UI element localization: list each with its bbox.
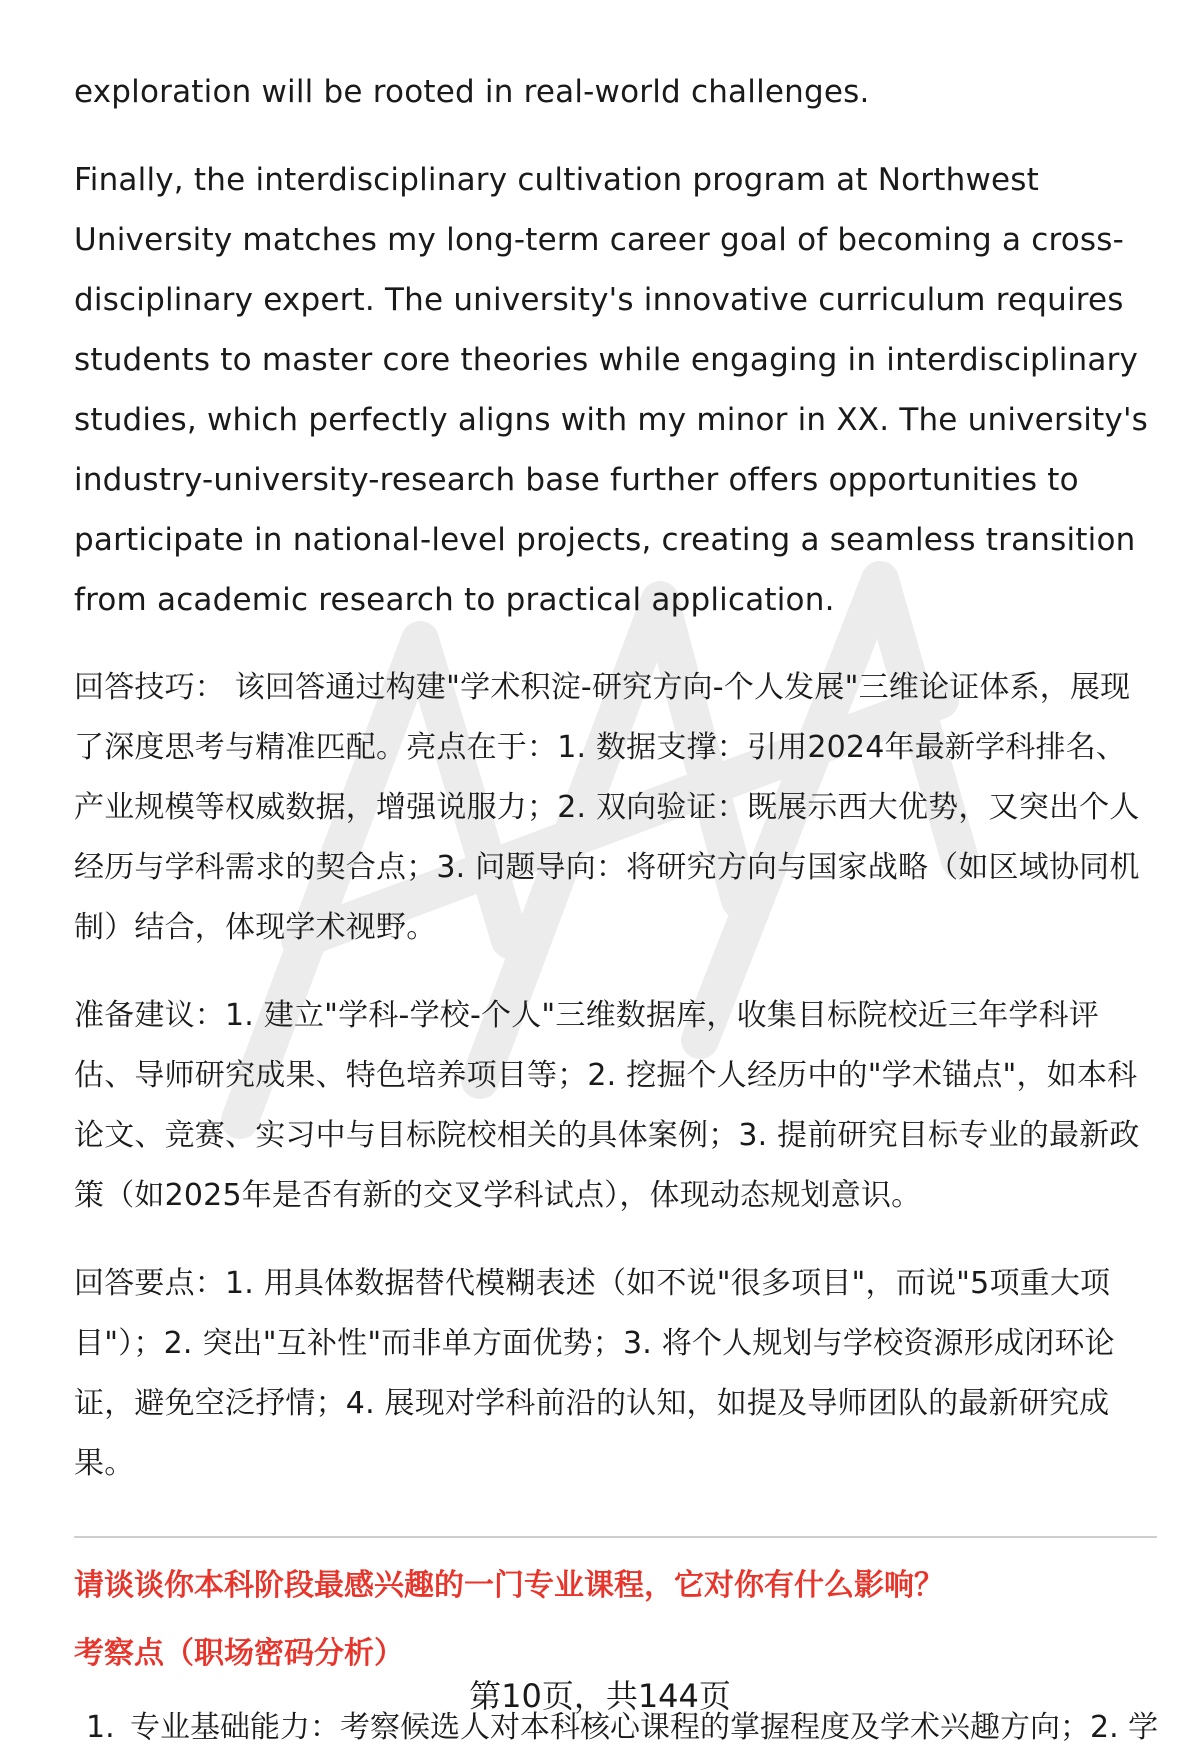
question-title: 请谈谈你本科阶段最感兴趣的一门专业课程，它对你有什么影响？ (74, 1568, 944, 1603)
paragraph-answer-tips: 回答技巧： 该回答通过构建"学术积淀-研究方向-个人发展"三维论证体系，展现了深度思考与精准匹配。亮点在于：1. 数据支撑：引用2024年最新学科排名、产业规模等权威数据，增强说服力；2. 双向验证：既展示西大优势，又突出个人经历与学科需求的契合点；3. 问题导向：将研究方向与国家战略（如区域协同机制）结合，体现学术视野。 (74, 670, 1140, 945)
list-item-number: 1. (86, 1710, 115, 1745)
list-item-text: 专业基础能力：考察候选人对本科核心课程的掌握程度及学术兴趣方向；2. 学 (130, 1710, 1159, 1745)
section-divider (74, 1536, 1157, 1538)
paragraph-preparation-advice: 准备建议：1. 建立"学科-学校-个人"三维数据库，收集目标院校近三年学科评估、导师研究成果、特色培养项目等；2. 挖掘个人经历中的"学术锚点"，如本科论文、竞赛、实习中与目标院校相关的具体案例；3. 提前研究目标专业的最新政策（如2025年是否有新的交叉学科试点），体现动态规划意识。 (74, 998, 1140, 1213)
paragraph-answer-points: 回答要点：1. 用具体数据替代模糊表述（如不说"很多项目"，而说"5项重大项目"）；2. 突出"互补性"而非单方面优势；3. 将个人规划与学校资源形成闭环论证，避免空泛抒情；4. 展现对学科前沿的认知，如提及导师团队的最新研究成果。 (74, 1266, 1115, 1481)
paragraph-continuation: exploration will be rooted in real-world challenges. (74, 74, 870, 110)
document-body (74, 62, 1159, 1758)
section-heading: 考察点（职场密码分析） (74, 1636, 404, 1671)
page-number: 第10页，共144页 (469, 1677, 731, 1715)
paragraph-english: Finally, the interdisciplinary cultivation program at Northwest University matches my long-term career goal of becoming a cross-disciplinary expert. The university's innovative curriculum requires students to master core theories while engaging in interdisciplinary studies, which perfectly aligns with my minor in XX. The university's industry-university-research base further offers opportunities to participate in national-level projects, creating a seamless transition from academic research to practical application. (74, 162, 1149, 618)
